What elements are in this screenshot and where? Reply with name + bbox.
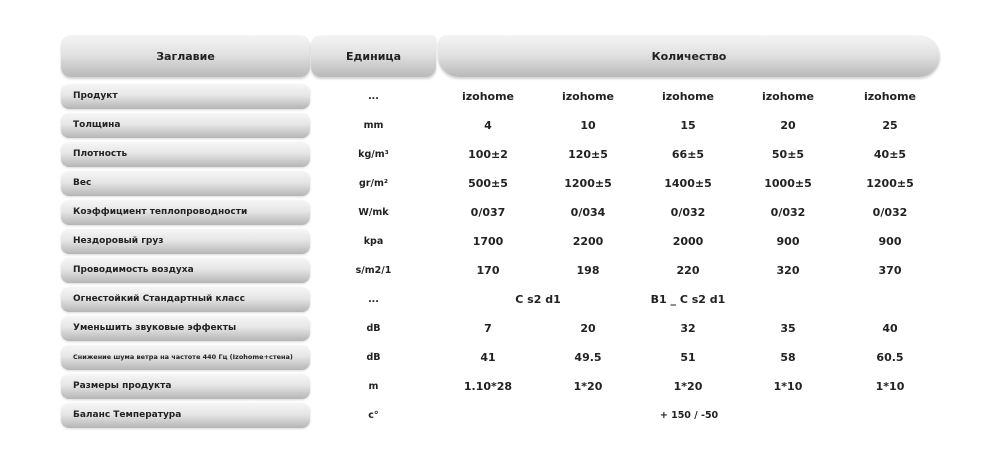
cell: 1200±5 — [564, 177, 612, 190]
cell: 370 — [878, 264, 902, 277]
cell: 1700 — [472, 235, 504, 248]
cell: 4 — [484, 119, 492, 132]
cell: 220 — [676, 264, 700, 277]
cell: 0/032 — [770, 206, 806, 219]
cell: 50±5 — [771, 148, 805, 161]
row-unit: kg/m³ — [358, 149, 389, 160]
cell: 170 — [476, 264, 500, 277]
header-title: Заглавие — [61, 35, 310, 77]
row-unit: dB — [366, 323, 381, 334]
row-label: Плотность — [61, 142, 310, 167]
cell: 51 — [680, 351, 696, 364]
cell: 15 — [680, 119, 696, 132]
cell: 1.10*28 — [463, 380, 513, 393]
row-label: Вес — [61, 171, 310, 196]
cell-merged: B1 _ C s2 d1 — [650, 293, 726, 306]
header-quantity: Количество — [438, 35, 940, 77]
cell: 2000 — [672, 235, 704, 248]
cell: 0/037 — [470, 206, 506, 219]
cell: 32 — [680, 322, 696, 335]
row-unit: m — [368, 381, 379, 392]
row-label: Проводимость воздуха — [61, 258, 310, 283]
cell: 58 — [780, 351, 796, 364]
cell: 20 — [780, 119, 796, 132]
cell: 500±5 — [468, 177, 508, 190]
cell: 35 — [780, 322, 796, 335]
cell: 0/032 — [872, 206, 908, 219]
row-label: Размеры продукта — [61, 374, 310, 399]
cell: 66±5 — [671, 148, 705, 161]
cell: 900 — [776, 235, 800, 248]
cell: 1400±5 — [664, 177, 712, 190]
row-unit: s/m2/1 — [355, 265, 392, 276]
row-unit: ... — [368, 294, 379, 305]
cell: 40±5 — [873, 148, 907, 161]
row-label: Продукт — [61, 84, 310, 109]
cell: 198 — [576, 264, 600, 277]
cell: izohome — [863, 90, 917, 103]
row-label: Баланс Температура — [61, 403, 310, 428]
cell: 2200 — [572, 235, 604, 248]
cell: 100±2 — [468, 148, 508, 161]
cell: izohome — [661, 90, 715, 103]
cell: 40 — [882, 322, 898, 335]
cell: 10 — [580, 119, 596, 132]
row-unit: gr/m² — [358, 178, 388, 189]
row-label: Огнестойкий Стандартный класс — [61, 287, 310, 312]
cell: 60.5 — [876, 351, 904, 364]
cell: 49.5 — [574, 351, 602, 364]
cell: 7 — [484, 322, 492, 335]
row-unit: c° — [368, 410, 379, 421]
row-unit: dB — [366, 352, 381, 363]
cell: 120±5 — [568, 148, 608, 161]
row-label: Снижение шума ветра на частоте 440 Гц (Izohome+стена) — [61, 345, 310, 370]
row-unit: mm — [363, 120, 384, 131]
cell: 41 — [480, 351, 496, 364]
cell: 0/034 — [570, 206, 606, 219]
row-label: Уменьшить звуковые эффекты — [61, 316, 310, 341]
row-unit: kpa — [363, 236, 384, 247]
cell: 1*10 — [875, 380, 905, 393]
cell: 1*20 — [573, 380, 603, 393]
cell: 320 — [776, 264, 800, 277]
cell: 1200±5 — [866, 177, 914, 190]
cell: 1*20 — [673, 380, 703, 393]
cell: 25 — [882, 119, 898, 132]
cell-merged: + 150 / -50 — [659, 410, 719, 421]
cell: 900 — [878, 235, 902, 248]
row-label: Толщина — [61, 113, 310, 138]
row-label: Коэффициент теплопроводности — [61, 200, 310, 225]
row-unit: ... — [368, 91, 379, 102]
cell: 1000±5 — [764, 177, 812, 190]
cell: izohome — [761, 90, 815, 103]
cell: 0/032 — [670, 206, 706, 219]
row-unit: W/mk — [358, 207, 389, 218]
row-label: Нездоровый груз — [61, 229, 310, 254]
cell: 20 — [580, 322, 596, 335]
header-unit: Единица — [311, 35, 436, 77]
cell-merged: C s2 d1 — [515, 293, 561, 306]
cell: 1*10 — [773, 380, 803, 393]
cell: izohome — [561, 90, 615, 103]
cell: izohome — [461, 90, 515, 103]
